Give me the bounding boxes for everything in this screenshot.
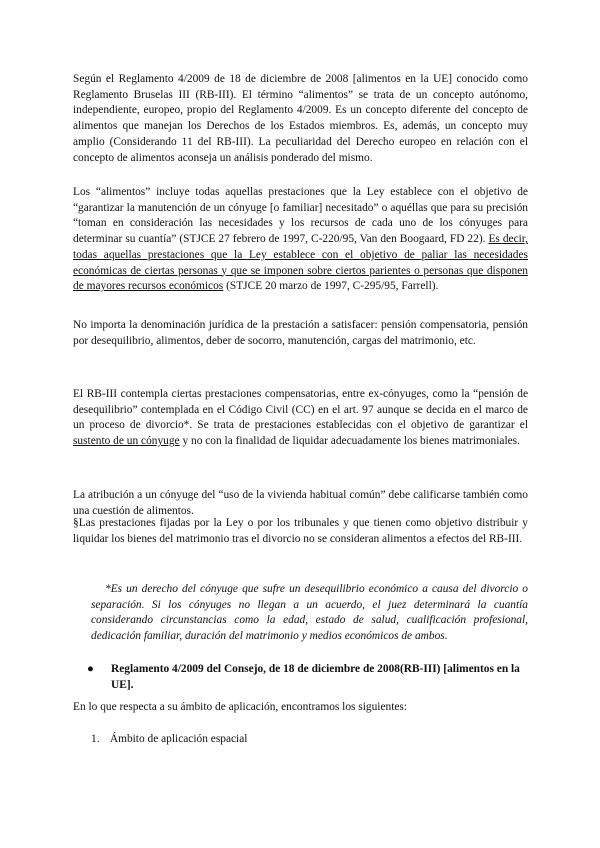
paragraph-liquidacion-bienes: §Las prestaciones fijadas por la Ley o por los tribunales y que tienen como objetivo distribuir y liquidar los bienes del matrimonio tras el divorcio no se consideran alimentos a efectos del RB-III.	[73, 517, 528, 545]
numbered-item-text: Ámbito de aplicación espacial	[109, 733, 248, 745]
paragraph-alimentos-outro: (STJCE 20 marzo de 1997, C-295/95, Farrell).	[223, 280, 439, 293]
paragraph-rb3-definition: Según el Reglamento 4/2009 de 18 de diciembre de 2008 [alimentos en la UE] conocido como Reglamento Bruselas III (RB-III). El término “alimentos” se trata de un concepto autónomo, independiente, europeo, propio del Reglamento 4/2009. Es un concepto diferente del concepto de alimentos que manejan los Derechos de los Estados miembros. Es, además, un concepto muy amplio (Considerando 11 del RB-III). La peculiaridad del Derecho europeo en relación con el concepto de alimentos aconseja un análisis ponderado del mismo.	[73, 73, 528, 164]
paragraph-alimentos-intro: Los “alimentos” incluye todas aquellas prestaciones que la Ley establece con el objetivo de “garantizar la manutención de un cónyuge [o familiar] necesitado” o aquéllas que para su precisión “toman en consideración las necesidades y los recursos de cada uno de los cónyuges para determinar su cuantía” (STJCE 27 febrero de 1997, C-220/95, Van den Boogaard, FD 22).	[73, 186, 528, 246]
paragraph-vivienda: La atribución a un cónyuge del “uso de la vivienda habitual común” debe calificarse también como una cuestión de alimentos.	[73, 489, 528, 517]
paragraph-prestaciones-compensatorias	[73, 387, 528, 450]
paragraph-alimentos-scope	[73, 185, 528, 295]
footnote-desequilibrio: *Es un derecho del cónyuge que sufre un desequilibrio económico a causa del divorcio o separación. Si los cónyuges no llegan a un acuerdo, el juez determinará la cuantía considerando circunstancias como la edad, estado de salud, cualificación profesional, dedicación familiar, duración del matrimonio y medios económicos de ambos.	[91, 583, 528, 643]
numbered-item-ambito-espacial	[91, 732, 528, 748]
paragraph-alimentos-underlined: Es decir, todas aquellas prestaciones que la Ley establece con el objetivo de paliar las necesidades económicas de ciertas personas y que se imponen sobre ciertos parientes o personas que disponen de mayores recursos económicos	[73, 233, 528, 293]
paragraph-prestaciones-underlined: sustento de un cónyuge	[73, 435, 180, 448]
numbered-item-number: 1.	[91, 733, 100, 745]
paragraph-ambito: En lo que respecta a su ámbito de aplicación, encontramos los siguientes:	[73, 701, 408, 713]
paragraph-prestaciones-intro: El RB-III contempla ciertas prestaciones compensatorias, entre ex-cónyuges, como la “pensión de desequilibrio” contemplada en el Código Civil (CC) en el art. 97 aunque se decida en el marco de un proceso de divorcio*. Se trata de prestaciones establecidas con el objetivo de garantizar el	[73, 388, 528, 432]
paragraph-prestaciones-outro: y no con la finalidad de liquidar adecuadamente los bienes matrimoniales.	[179, 435, 520, 448]
bullet-reglamento	[87, 662, 528, 693]
bullet-reglamento-text: Reglamento 4/2009 del Consejo, de 18 de diciembre de 2008(RB-III) [alimentos en la UE].	[111, 663, 520, 691]
paragraph-denominacion: No importa la denominación jurídica de la prestación a satisfacer: pensión compensatoria, pensión por desequilibrio, alimentos, deber de socorro, manutención, cargas del matrimonio, etc.	[73, 319, 528, 347]
bullet-icon: ●	[87, 663, 94, 675]
